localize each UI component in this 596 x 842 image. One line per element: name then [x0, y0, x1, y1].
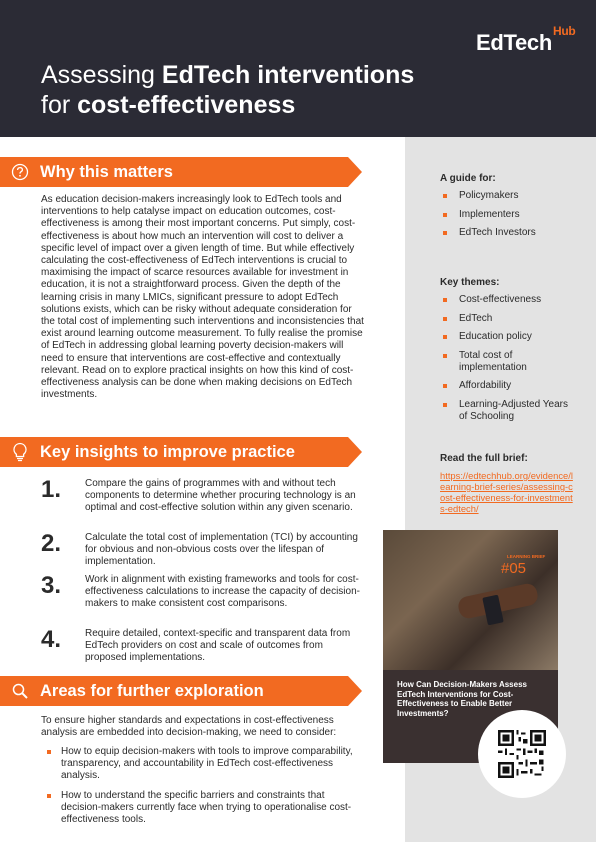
guide-heading: A guide for:	[440, 173, 496, 184]
bullet-marker	[443, 231, 447, 235]
bullet-marker	[47, 750, 51, 754]
page-title	[41, 60, 414, 120]
logo-main-text: EdTech	[475, 30, 552, 55]
question-icon	[0, 163, 40, 181]
section-heading-insights: Key insights to improve practice	[40, 442, 295, 461]
magnifier-icon	[0, 682, 40, 700]
list-item	[440, 399, 570, 423]
brief-heading: Read the full brief:	[440, 453, 528, 464]
bullet-marker	[443, 194, 447, 198]
insight-number: 4.	[41, 626, 62, 653]
insight-text: Calculate the total cost of implementation (TCI) by accounting for obvious and non-obvious costs over the lifespan of implementation.	[85, 532, 358, 567]
bullet-marker	[443, 384, 447, 388]
further-bullet-list	[41, 746, 366, 834]
theme-item-text: EdTech	[459, 312, 493, 324]
bullet-marker	[443, 335, 447, 339]
further-intro-text: To ensure higher standards and expectations in cost-effectiveness analysis are embedded into decision-making, we need to consider:	[41, 715, 337, 739]
section-banner-insights	[0, 437, 348, 467]
insight-number: 3.	[41, 572, 62, 599]
page-header	[0, 0, 596, 137]
insight-text: Require detailed, context-specific and transparent data from EdTech providers on cost and scale of outcomes from proposed implementations.	[85, 628, 351, 663]
qr-code-badge[interactable]	[478, 710, 566, 798]
title-line2-bold: cost-effectiveness	[77, 91, 296, 119]
theme-item-text: Affordability	[459, 380, 512, 391]
bullet-marker	[443, 403, 447, 407]
themes-list	[440, 294, 580, 429]
edtechhub-logo[interactable]	[475, 24, 576, 56]
bullet-marker	[443, 354, 447, 358]
title-line2-light: for	[41, 91, 78, 119]
bullet-marker	[443, 213, 447, 217]
insight-item	[41, 574, 371, 610]
title-line1-bold: EdTech interventions	[161, 61, 415, 89]
qr-code-icon	[498, 730, 546, 778]
bullet-marker	[443, 317, 447, 321]
section-heading-further: Areas for further exploration	[40, 681, 264, 700]
list-item	[41, 790, 366, 826]
bullet-text: How to understand the specific barriers and constraints that decision-makers currently face when trying to operationalise cost-effectiveness tools.	[61, 790, 352, 825]
list-item	[440, 209, 580, 221]
theme-item-text: Learning-Adjusted Years of Schooling	[459, 398, 568, 422]
insight-text: Work in alignment with existing frameworks and tools for cost-effectiveness calculations to increase the capacity of decision-makers to make consistent cost comparisons.	[85, 574, 360, 609]
section-banner-why	[0, 157, 348, 187]
list-item	[41, 746, 366, 782]
insight-number: 1.	[41, 476, 62, 503]
why-body-text: As education decision-makers increasingly look to EdTech tools and interventions to help catalyse impact on education outcomes, cost-effectiveness is among their most important concerns. Put simply, cost-effectiveness is about how much an intervention will cost to deliver a specific level of impact over a given length of time. But while effectively calculating the cost-effectiveness of EdTech interventions is crucial to maximising the impact of scarce resources available for investment in education, it is not a straightforward process. Given the depth of the learning crisis in many LMICs, significant pressure to adopt EdTech solutions exists, which can be risky without adequate consideration for the total cost of implementing such interventions and inconsistencies that exist around learning outcome measurement. To fully realise the promise of EdTech in addressing global learning poverty decision-makers will need to ensure that interventions are cost-effective and contextually relevant. Read on to explore practical insights on how this kind of cost-effectiveness analysis can be done when making decisions on EdTech investments.	[41, 194, 364, 401]
list-item	[440, 313, 580, 325]
list-item	[440, 380, 580, 392]
cover-badge-label: LEARNING BRIEF	[507, 554, 546, 559]
cover-title: How Can Decision-Makers Assess EdTech Interventions for Cost-Effectiveness to Enable Better Investments?	[397, 680, 527, 718]
guide-list	[440, 190, 580, 246]
theme-item-text: Cost-effectiveness	[459, 294, 542, 305]
insight-item	[41, 532, 371, 568]
guide-item-text: EdTech Investors	[459, 227, 536, 238]
list-item	[440, 190, 580, 202]
list-item	[440, 331, 580, 343]
bullet-marker	[47, 794, 51, 798]
list-item	[440, 227, 580, 239]
title-line1-light: Assessing	[41, 61, 162, 89]
bullet-text: How to equip decision-makers with tools to improve comparability, transparency, and accountability in EdTech cost-effectiveness analysis.	[61, 746, 353, 781]
insight-number: 2.	[41, 530, 62, 557]
guide-item-text: Implementers	[459, 208, 520, 220]
logo-hub-text: Hub	[553, 24, 576, 38]
section-banner-further	[0, 676, 348, 706]
section-heading-why: Why this matters	[40, 162, 173, 181]
themes-heading: Key themes:	[440, 277, 500, 288]
theme-item-text: Total cost of implementation	[459, 349, 527, 373]
theme-item-text: Education policy	[459, 331, 532, 342]
brief-link[interactable]: https://edtechhub.org/evidence/learning-brief-series/assessing-cost-effectiveness-for-investments-edtech/	[440, 470, 573, 514]
list-item	[440, 350, 540, 374]
insight-item	[41, 628, 371, 664]
insight-item	[41, 478, 371, 514]
list-item	[440, 294, 580, 306]
bullet-marker	[443, 298, 447, 302]
lightbulb-icon	[0, 442, 40, 462]
guide-item-text: Policymakers	[459, 190, 519, 201]
insight-text: Compare the gains of programmes with and without tech components to determine whether procuring technology is an optimal and cost-effective solution within any given scenario.	[85, 478, 356, 513]
cover-badge-number: #05	[501, 560, 527, 577]
